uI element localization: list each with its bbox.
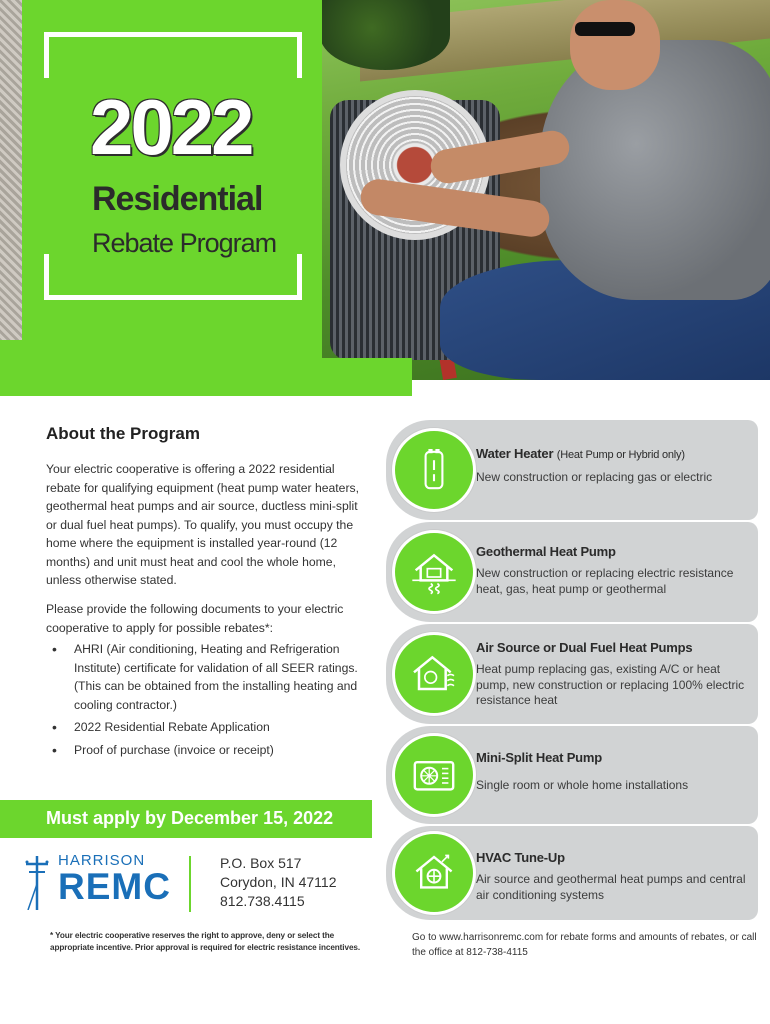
address-line: Corydon, IN 47112	[220, 874, 337, 890]
card-title: HVAC Tune-Up	[476, 850, 565, 865]
title-rebate-program: Rebate Program	[92, 228, 277, 258]
footnote: * Your electric cooperative reserves the right to approve, deny or select the appropriate incentive. Prior approval is required for electric resistance incentives.	[50, 931, 361, 952]
card-description: Air source and geothermal heat pumps and central air conditioning systems	[476, 872, 746, 902]
card-hvac-tuneup	[386, 826, 758, 920]
address-line: P.O. Box 517	[220, 855, 302, 871]
technician	[570, 0, 660, 90]
water-heater-icon	[420, 446, 448, 494]
title-panel	[22, 0, 322, 358]
card-title: Mini-Split Heat Pump	[476, 750, 603, 765]
mini-split-unit-icon	[410, 751, 458, 799]
card-air-source	[386, 624, 758, 724]
harrison-remc-logo	[22, 850, 182, 912]
logo-divider	[189, 856, 191, 912]
about-paragraph: Your electric cooperative is offering a 2022 residential rebate for qualifying equipment (heat pump water heaters, geothermal heat pumps and air source, ductless mini-split or dual fuel heat pumps). To qualify, you must occupy the home where the equipment is installed year-round (12 months) and unit must heat and cool the whole home, unless otherwise stated.	[46, 462, 359, 587]
card-description: Single room or whole home installations	[476, 778, 689, 792]
card-mini-split	[386, 726, 758, 824]
documents-paragraph: Please provide the following documents to your electric cooperative to apply for possible rebates*:	[46, 602, 344, 635]
list-item: • 2022 Residential Rebate Application	[46, 718, 366, 737]
card-water-heater	[386, 420, 758, 520]
logo-remc: REMC	[58, 866, 171, 907]
title-residential: Residential	[92, 180, 263, 218]
deadline-text: Must apply by December 15, 2022	[46, 808, 334, 828]
card-title-note: (Heat Pump or Hybrid only)	[556, 449, 685, 461]
list-item: • AHRI (Air conditioning, Heating and Refrigeration Institute) certificate for validation of all SEER ratings. (This can be obtained from the installing heating and cooling contractor.)	[46, 640, 366, 714]
card-description: New construction or replacing gas or electric	[476, 470, 713, 484]
card-description: New construction or replacing electric resistance heat, gas, heat pump or geothermal	[476, 566, 734, 596]
card-description: Heat pump replacing gas, existing A/C or heat pump, new construction or replacing 100% electric resistance heat	[476, 662, 745, 707]
accent-bar	[0, 358, 412, 396]
card-title: Air Source or Dual Fuel Heat Pumps	[476, 640, 693, 655]
card-title: Water Heater	[476, 446, 554, 461]
phone-number: 812.738.4115	[220, 893, 305, 909]
deadline-banner	[0, 800, 372, 838]
list-item: • Proof of purchase (invoice or receipt)	[46, 741, 366, 760]
website-note: Go to www.harrisonremc.com for rebate forms and amounts of rebates, or call the office at 812-738-4115	[412, 932, 757, 958]
power-pole-icon	[22, 854, 52, 910]
title-year: 2022	[90, 83, 252, 171]
card-geothermal	[386, 522, 758, 622]
card-title: Geothermal Heat Pump	[476, 544, 616, 559]
about-heading: About the Program	[46, 424, 200, 443]
geothermal-house-icon	[409, 547, 459, 597]
mailing-address	[220, 854, 336, 911]
documents-list	[46, 640, 366, 763]
air-source-house-icon	[409, 649, 459, 699]
logo-harrison: HARRISON	[58, 852, 146, 869]
hvac-tuneup-icon	[410, 849, 458, 897]
